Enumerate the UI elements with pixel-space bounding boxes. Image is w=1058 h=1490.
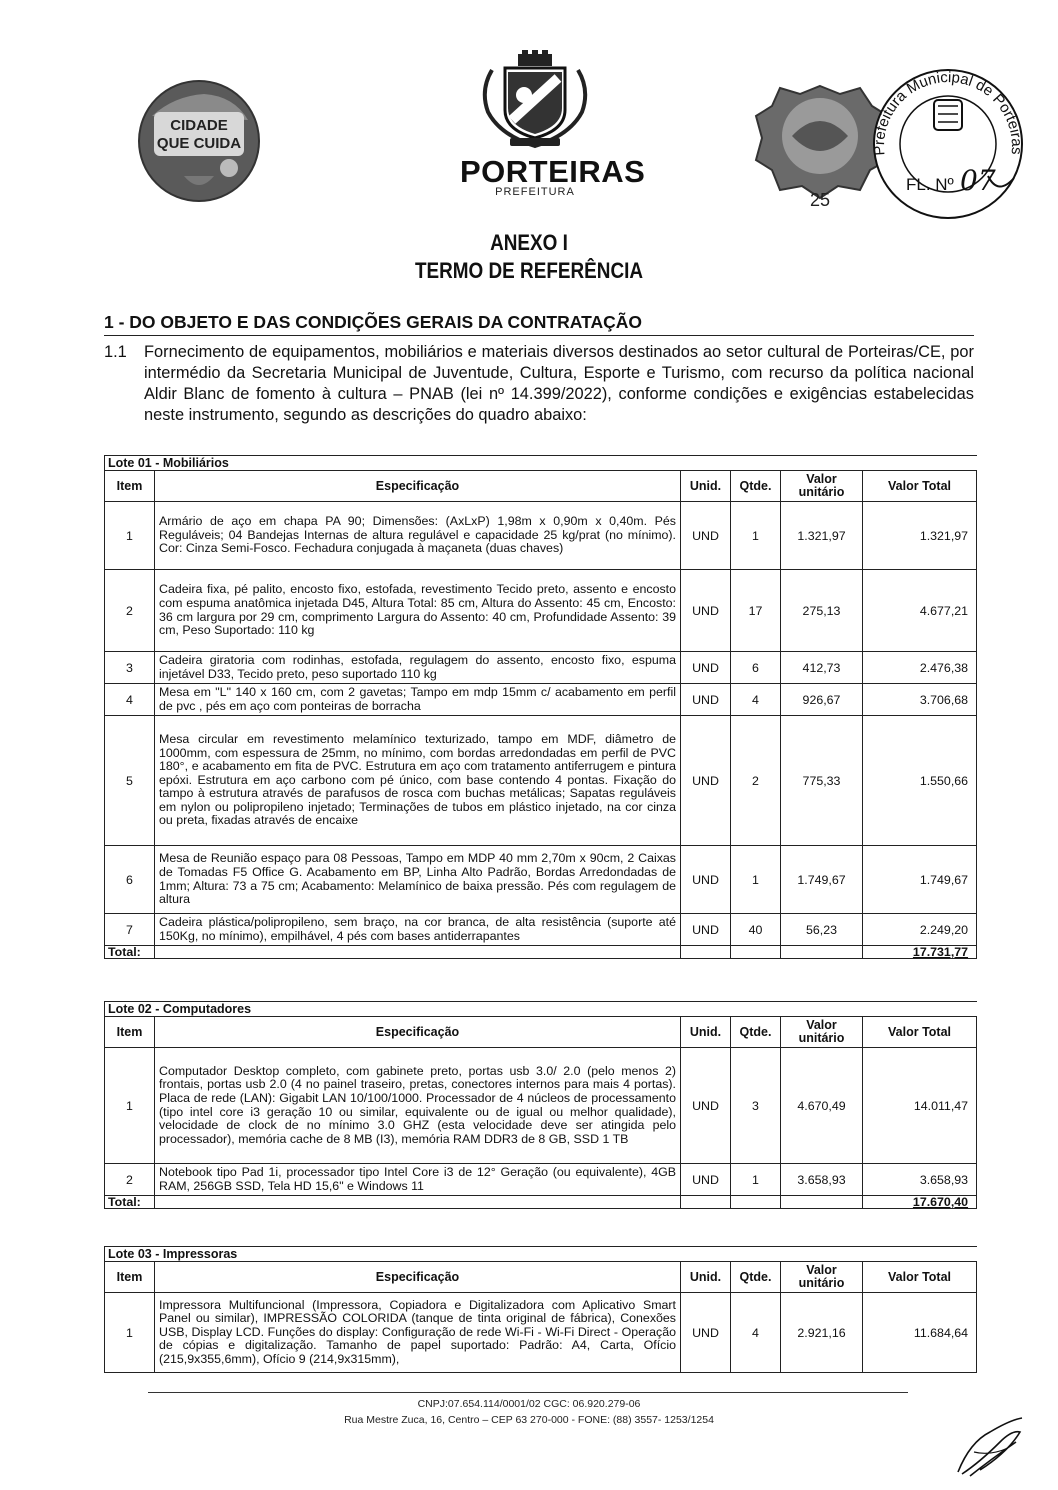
row-spec: Mesa circular em revestimento melamínico texturizado, tampo em MDF, diâmetro de 1000mm, com espessura de 25mm, no mínimo, com bordas arredondadas em perfil de PVC 180°, e acabamento em fita de PVC. Estrutura em aço com tratamento antiferrugem e pintura epóxi. Estrutura em aço carbono com pé único, com base contendo 4 pontas. Fixação do tampo à estrutura através de parafusos de rosca com buchas metálicas; Sapatas reguláveis em nylon ou polipropileno injetado; Terminações de tubos em plástico injetado, na cor cinza ou preta, fixadas através de encaixe: [155, 716, 681, 846]
logo-text-line1: CIDADE: [170, 117, 228, 134]
row-unit: UND: [681, 684, 731, 716]
row-spec: Mesa de Reunião espaço para 08 Pessoas, Tampo em MDP 40 mm 2,70m x 90cm, 2 Caixas de Tomadas F5 Office G. Acabamento em BP, Linha Alto Padrão, Bordas Arredondadas de 1mm; Altura: 73 a 75 cm; Acabamento: Melamínico de baixa pressão. Pés com regulagem de altura: [155, 846, 681, 914]
coat-of-arms-icon: [460, 50, 610, 150]
col-total-value: Valor Total: [863, 471, 977, 502]
badge-number: 25: [809, 190, 831, 210]
footer-cnpj: CNPJ:07.654.114/0001/02 CGC: 06.920.279-06: [417, 1398, 641, 1410]
anniversary-badge-icon: [756, 86, 888, 210]
row-qty: 2: [731, 716, 781, 846]
lot-02-table: [104, 1001, 977, 1209]
row-item: 2: [105, 570, 155, 652]
row-item: 4: [105, 684, 155, 716]
brand-subtitle: PREFEITURA: [495, 186, 575, 198]
clause-text: Fornecimento de equipamentos, mobiliários e materiais diversos destinados ao setor cultural de Porteiras/CE, por intermédio da Secretaria Municipal de Juventude, Cultura, Esporte e Turismo, com recurso da política nacional Aldir Blanc de fomento à cultura – PNAB (lei nº 14.399/2022), conforme condições e exigências estabelecidas neste instrumento, segundo as descrições do quadro abaixo:: [144, 343, 974, 424]
annex-title: ANEXO I: [490, 230, 568, 255]
row-total: 3.706,68: [863, 684, 977, 716]
total-label: Total:: [105, 946, 155, 959]
total-value: 17.731,77: [863, 946, 977, 959]
row-qty: 4: [731, 684, 781, 716]
row-unit-value: 56,23: [781, 914, 863, 946]
row-spec: Cadeira plástica/polipropileno, sem braço, na cor branca, de alta resistência (suporte até 150Kg, no mínimo), empilhável, 4 pés com bases antiderrapantes: [155, 914, 681, 946]
lot-01-header-row: [105, 471, 977, 502]
signature-icon: [950, 1412, 1030, 1482]
section-paragraph: [104, 342, 974, 426]
col-item: Item: [105, 1017, 155, 1048]
col-qty: Qtde.: [731, 1017, 781, 1048]
row-unit: UND: [681, 716, 731, 846]
table-row: [105, 684, 977, 716]
col-qty: Qtde.: [731, 1262, 781, 1293]
table-row: [105, 1164, 977, 1196]
row-unit-value: 926,67: [781, 684, 863, 716]
row-unit: UND: [681, 1164, 731, 1196]
row-qty: 17: [731, 570, 781, 652]
lot-03-table: [104, 1246, 977, 1373]
row-spec: Mesa em "L" 140 x 160 cm, com 2 gavetas; Tampo em mdp 15mm c/ acabamento em perfil de pvc , pés em aço com ponteiras de borracha: [155, 684, 681, 716]
col-unit: Unid.: [681, 471, 731, 502]
row-total: 3.658,93: [863, 1164, 977, 1196]
col-unit: Unid.: [681, 1262, 731, 1293]
col-spec: Especificação: [155, 1017, 681, 1048]
row-qty: 1: [731, 846, 781, 914]
row-total: 1.550,66: [863, 716, 977, 846]
folio-label: FL. Nº: [906, 175, 954, 194]
lot-01-total-row: [105, 946, 977, 959]
lot-01-table: [104, 455, 977, 959]
total-value: 17.670,40: [863, 1196, 977, 1209]
row-unit: UND: [681, 914, 731, 946]
table-row: [105, 570, 977, 652]
col-total-value: Valor Total: [863, 1017, 977, 1048]
seal-text: Prefeitura Municipal de Porteiras: [870, 69, 1026, 157]
row-unit: UND: [681, 502, 731, 570]
col-unit-value: Valor unitário: [781, 1017, 863, 1048]
row-item: 5: [105, 716, 155, 846]
lot-03-header-row: [105, 1262, 977, 1293]
row-unit-value: 412,73: [781, 652, 863, 684]
row-unit: UND: [681, 1293, 731, 1373]
municipal-seal-stamp: [748, 66, 1038, 226]
table-row: [105, 846, 977, 914]
row-unit-value: 4.670,49: [781, 1048, 863, 1164]
row-item: 2: [105, 1164, 155, 1196]
row-item: 1: [105, 502, 155, 570]
table-row: [105, 1048, 977, 1164]
row-spec: Computador Desktop completo, com gabinete preto, portas usb 3.0/ 2.0 (pelo menos 2) frontais, portas usb 2.0 (4 no painel traseiro, pretas, conectores internos para mais 4 portas). Placa de rede (LAN): Gigabit LAN 10/100/1000. Processador de 4 núcleos de processamento (tipo intel core i3 geração 10 ou similar, equivalente ou de igual ou melhor qualidade), velocidade de clock de no mínimo 3.0 GHZ (esta velocidade deve ser atingida pelo processador), memória cache de 8 MB (I3), memória RAM DDR3 de 8 GB, SSD 1 TB: [155, 1048, 681, 1164]
col-spec: Especificação: [155, 1262, 681, 1293]
col-spec: Especificação: [155, 471, 681, 502]
col-unit: Unid.: [681, 1017, 731, 1048]
row-total: 2.476,38: [863, 652, 977, 684]
row-item: 1: [105, 1293, 155, 1373]
total-label: Total:: [105, 1196, 155, 1209]
lot-02-total-row: [105, 1196, 977, 1209]
row-total: 11.684,64: [863, 1293, 977, 1373]
table-row: [105, 502, 977, 570]
row-total: 2.249,20: [863, 914, 977, 946]
row-unit: UND: [681, 846, 731, 914]
row-unit-value: 1.321,97: [781, 502, 863, 570]
row-total: 4.677,21: [863, 570, 977, 652]
row-unit-value: 775,33: [781, 716, 863, 846]
row-qty: 4: [731, 1293, 781, 1373]
row-total: 1.749,67: [863, 846, 977, 914]
row-unit-value: 2.921,16: [781, 1293, 863, 1373]
row-total: 1.321,97: [863, 502, 977, 570]
row-item: 3: [105, 652, 155, 684]
cidade-que-cuida-logo: [134, 76, 264, 206]
row-total: 14.011,47: [863, 1048, 977, 1164]
col-item: Item: [105, 471, 155, 502]
row-item: 6: [105, 846, 155, 914]
clause-number: 1.1: [104, 343, 127, 361]
row-item: 1: [105, 1048, 155, 1164]
row-unit: UND: [681, 570, 731, 652]
row-unit-value: 3.658,93: [781, 1164, 863, 1196]
table-row: [105, 716, 977, 846]
row-spec: Armário de aço em chapa PA 90; Dimensões: (AxLxP) 1,98m x 0,90m x 0,40m. Pés Reguláveis; 04 Bandejas Internas de altura regulável e capacidade 25 kg/prat (no mínimo). Cor: Cinza Semi-Fosco. Fechadura conjugada à maçaneta (duas chaves): [155, 502, 681, 570]
row-item: 7: [105, 914, 155, 946]
row-unit-value: 1.749,67: [781, 846, 863, 914]
col-qty: Qtde.: [731, 471, 781, 502]
footer-address: Rua Mestre Zuca, 16, Centro – CEP 63 270-000 - FONE: (88) 3557- 1253/1254: [344, 1414, 714, 1426]
row-qty: 6: [731, 652, 781, 684]
row-qty: 1: [731, 502, 781, 570]
row-qty: 40: [731, 914, 781, 946]
prefeitura-seal-icon: [871, 69, 1025, 218]
row-unit-value: 275,13: [781, 570, 863, 652]
footer-divider: [148, 1392, 908, 1393]
row-unit: UND: [681, 652, 731, 684]
lot-01-title: Lote 01 - Mobiliários: [105, 456, 977, 471]
col-item: Item: [105, 1262, 155, 1293]
row-spec: Cadeira giratoria com rodinhas, estofada, regulagem do assento, encosto fixo, espuma injetável D33, Tecido preto, peso suportado 110 kg: [155, 652, 681, 684]
row-qty: 3: [731, 1048, 781, 1164]
section-heading: 1 - DO OBJETO E DAS CONDIÇÕES GERAIS DA CONTRATAÇÃO: [104, 312, 974, 336]
row-qty: 1: [731, 1164, 781, 1196]
lot-02-title: Lote 02 - Computadores: [105, 1002, 977, 1017]
row-unit: UND: [681, 1048, 731, 1164]
document-title: TERMO DE REFERÊNCIA: [414, 258, 644, 283]
col-unit-value: Valor unitário: [781, 1262, 863, 1293]
porteiras-coat-of-arms: [460, 50, 646, 200]
brand-name: PORTEIRAS: [460, 154, 646, 189]
table-row: [105, 652, 977, 684]
row-spec: Impressora Multifuncional (Impressora, Copiadora e Digitalizadora com Aplicativo Smart Panel ou similar), IMPRESSÃO COLORIDA (tanque de tinta original de fábrica), Conexões USB, Display LCD. Funções do display: Configuração de rede Wi-Fi - Wi-Fi Direct - Operação de cópias e digitalização. Tamanho de papel suportado: Padrão: A4, Carta, Ofício (215,9x355,6mm), Ofício 9 (214,9x315mm),: [155, 1293, 681, 1373]
col-unit-value: Valor unitário: [781, 471, 863, 502]
col-total-value: Valor Total: [863, 1262, 977, 1293]
folio-number: 07: [960, 164, 996, 197]
table-row: [105, 1293, 977, 1373]
lot-03-title: Lote 03 - Impressoras: [105, 1247, 977, 1262]
lot-02-header-row: [105, 1017, 977, 1048]
table-row: [105, 914, 977, 946]
logo-text-line2: QUE CUIDA: [156, 135, 242, 152]
row-spec: Notebook tipo Pad 1i, processador tipo Intel Core i3 de 12° Geração (ou equivalente), 4GB RAM, 256GB SSD, Tela HD 15,6" e Windows 11: [155, 1164, 681, 1196]
row-spec: Cadeira fixa, pé palito, encosto fixo, estofada, revestimento Tecido preto, assento e encosto com espuma anatômica injetada D45, Altura Total: 85 cm, Altura do Assento: 45 cm, Encosto: 36 cm largura por 29 cm, comprimento Largura do Assento: 40 cm, Profundidade Assento: 39 cm, Peso Suportado: 110 kg: [155, 570, 681, 652]
